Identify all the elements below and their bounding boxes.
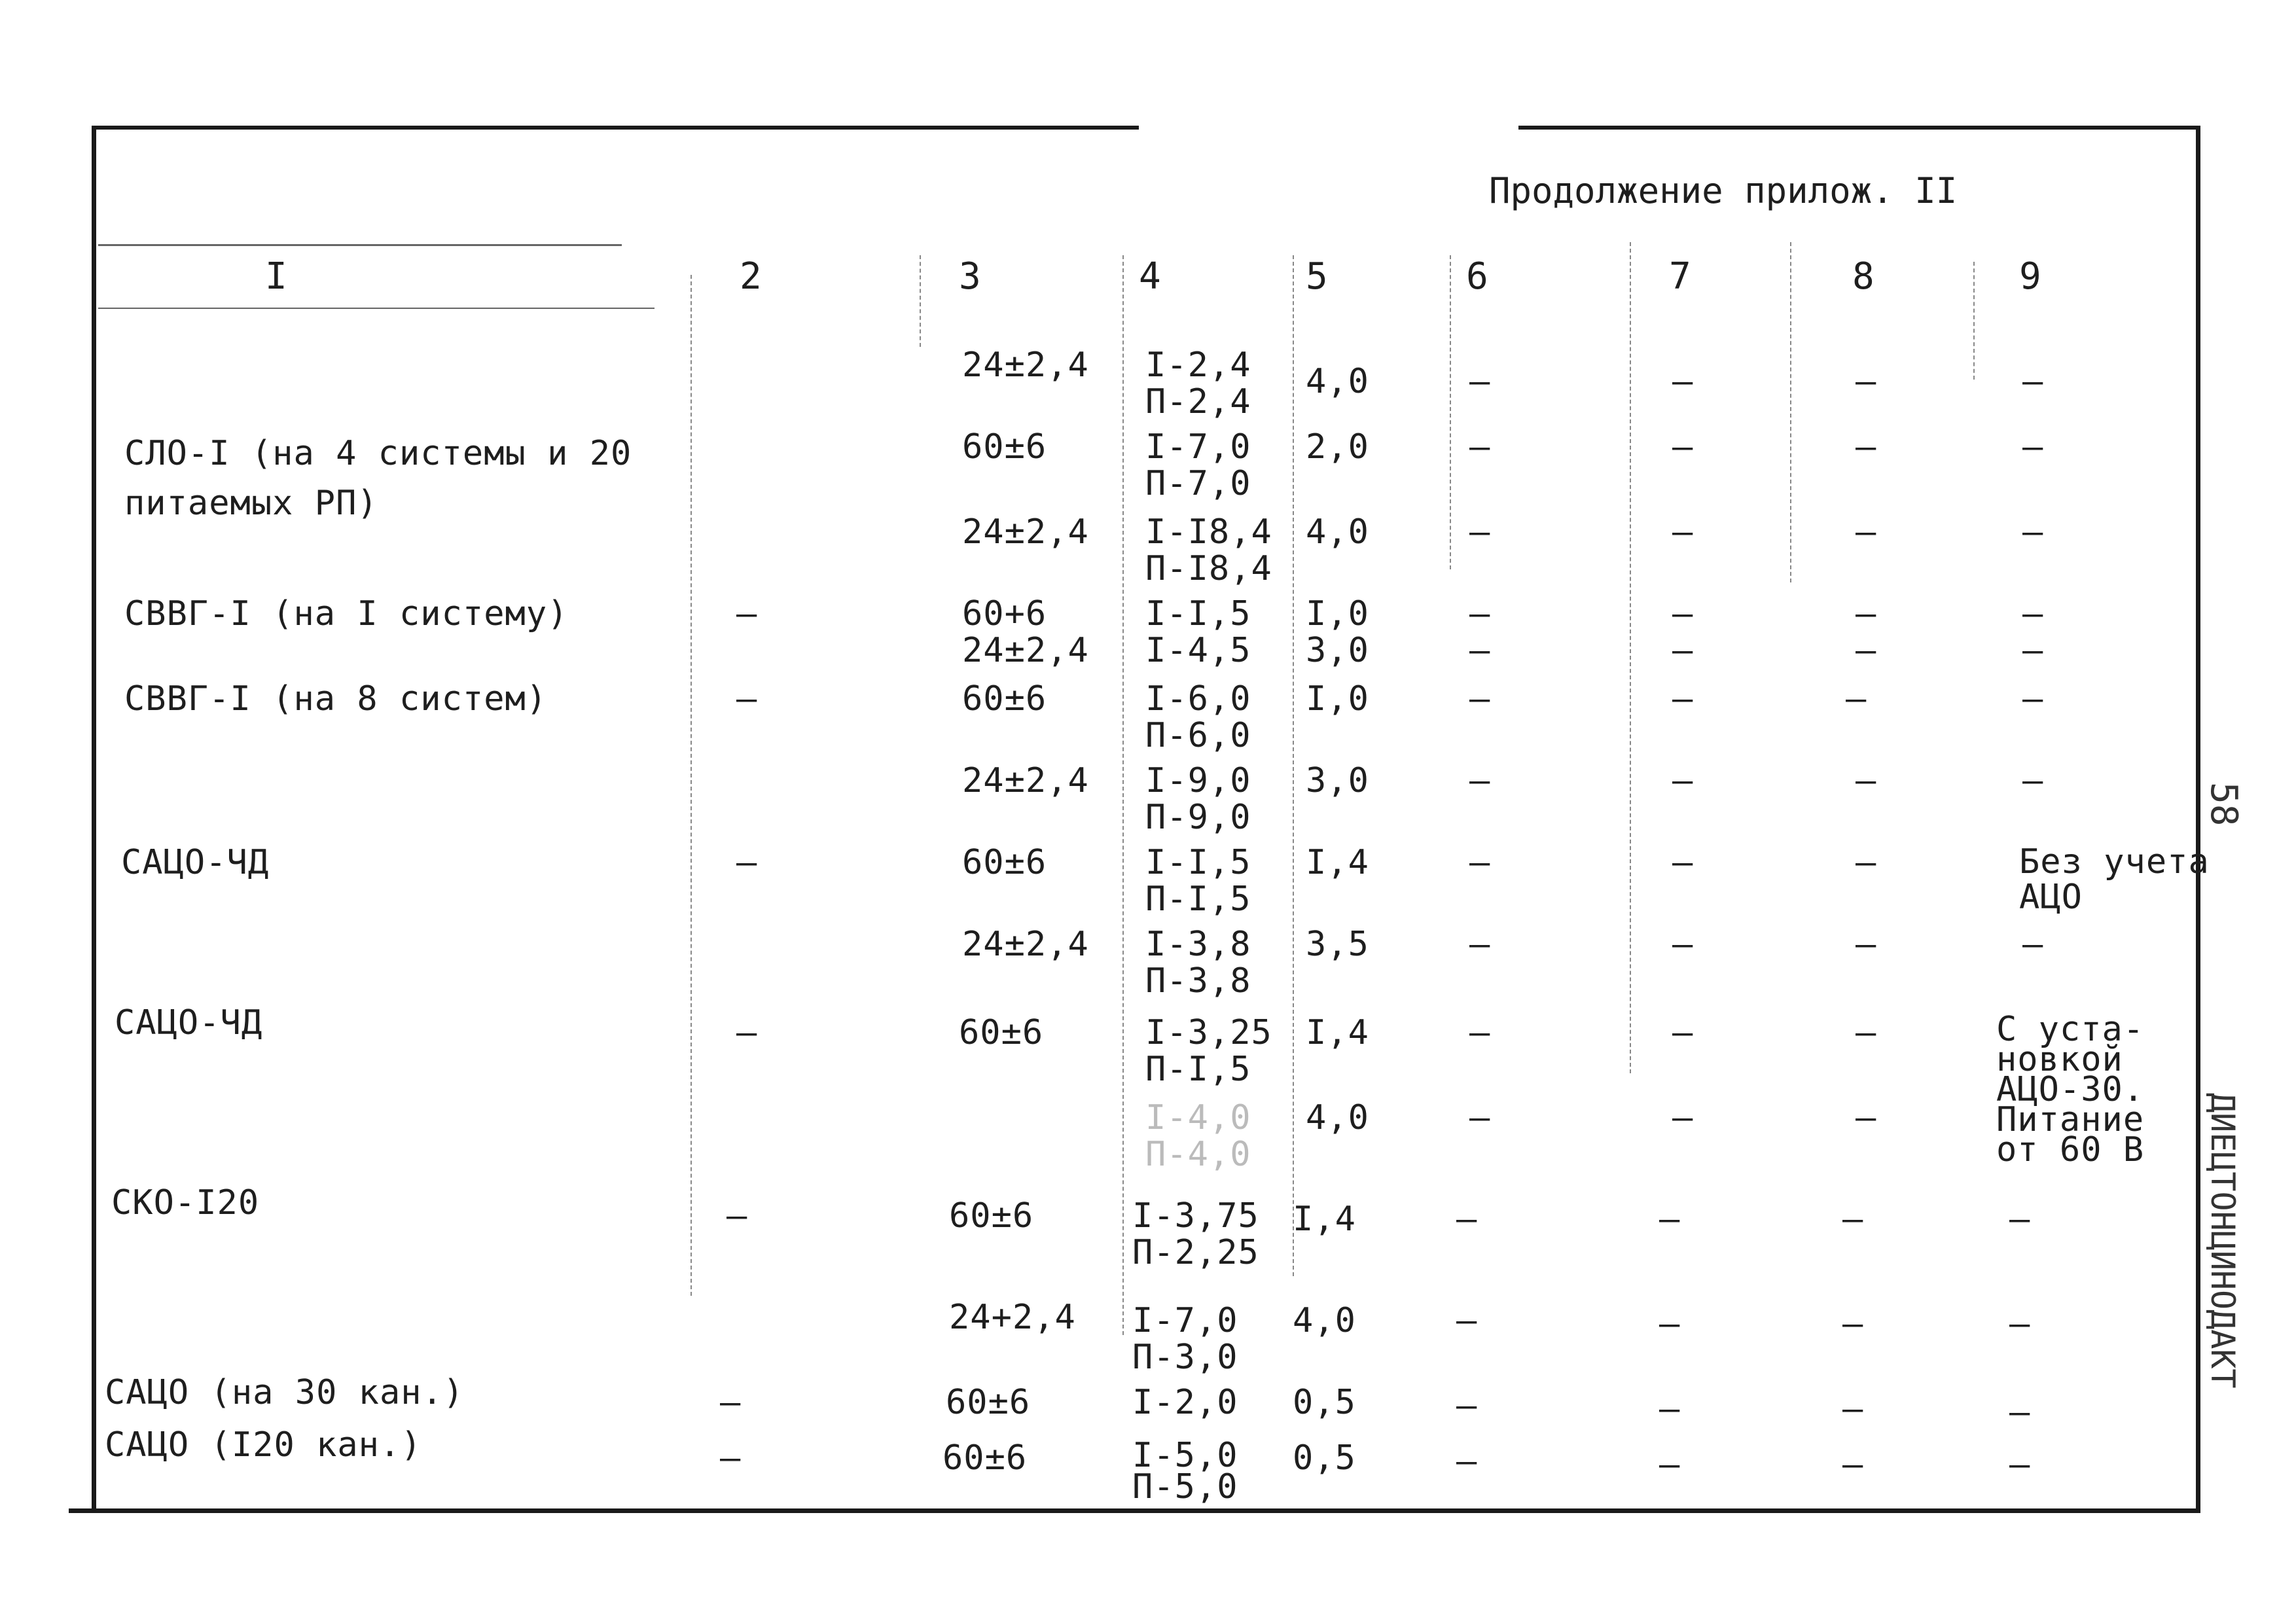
cell-r4-c1: СВВГ-I (на 8 систем) — [124, 679, 548, 719]
cell-r1-c3: 60±6 — [962, 427, 1047, 467]
col-header-4: 4 — [1139, 255, 1162, 298]
cell-r0-c7: – — [1672, 362, 1694, 401]
cell-r1-c1: СЛО-I (на 4 системы и 20 питаемых РП) — [124, 434, 632, 523]
cell-r2-c7: – — [1672, 512, 1694, 552]
cell-r1-c4: I-7,0 П-7,0 — [1145, 427, 1251, 503]
col-sep-4 — [1293, 255, 1294, 1276]
cell-r10-c9: – — [2009, 1200, 2031, 1239]
cell-r2-c3: 24±2,4 — [962, 512, 1089, 552]
cell-r2-c4: I-I8,4 П-I8,4 — [1145, 512, 1272, 588]
col-sep-5 — [1450, 255, 1451, 569]
cell-r9-c8: – — [1856, 1098, 1877, 1137]
cell-r1-c5: 2,0 — [1306, 427, 1369, 467]
cell-r8-c5: I,4 — [1306, 1013, 1369, 1052]
cell-r1-c9: – — [2022, 427, 2044, 467]
cell-r12-c9: – — [2009, 1393, 2031, 1432]
cell-r8-c4: I-3,25 П-I,5 — [1145, 1013, 1272, 1089]
frame-left — [92, 126, 96, 1513]
cell-r12-c3: 60±6 — [946, 1383, 1031, 1422]
cell-r5-c7: – — [1672, 761, 1694, 800]
col-header-5: 5 — [1306, 255, 1329, 298]
cell-r8-c6: – — [1469, 1013, 1491, 1052]
cell-r11-c4: I-7,0 П-3,0 — [1132, 1301, 1238, 1377]
cell-r12-c4: I-2,0 — [1132, 1383, 1238, 1422]
cell-r8-c7: – — [1672, 1013, 1694, 1052]
cell-r6-c8: – — [1856, 843, 1877, 882]
cell-r9-c5: 4,0 — [1306, 1098, 1369, 1137]
cell-r9-c7: – — [1672, 1098, 1694, 1137]
cell-r3-c2: – — [736, 594, 758, 633]
cell-r10-c5: I,4 — [1293, 1200, 1356, 1239]
cell-r2-c8: – — [1856, 512, 1877, 552]
cell-r13-c9: – — [2009, 1445, 2031, 1484]
frame-right — [2196, 126, 2200, 1513]
cell-r13-c5: 0,5 — [1293, 1438, 1356, 1478]
cell-r4-c6: – — [1469, 679, 1491, 719]
cell-r11-c7: – — [1659, 1304, 1681, 1344]
cell-r5-c9: – — [2022, 761, 2044, 800]
cell-r12-c8: – — [1842, 1389, 1864, 1429]
cell-r0-c9: – — [2022, 362, 2044, 401]
cell-r4-c5: I,0 — [1306, 679, 1369, 719]
cell-r3-c8: – – — [1856, 594, 1877, 670]
header-rule-bottom — [98, 308, 655, 309]
cell-r13-c1: САЦО (I20 кан.) — [105, 1425, 422, 1465]
cell-r6-c3: 60±6 — [962, 843, 1047, 882]
col-header-3: 3 — [959, 255, 982, 298]
cell-r3-c4: I-I,5 I-4,5 — [1145, 594, 1251, 670]
cell-r12-c7: – — [1659, 1389, 1681, 1429]
col-header-9: 9 — [2019, 255, 2042, 298]
col-sep-6 — [1630, 242, 1631, 1073]
cell-r13-c8: – — [1842, 1445, 1864, 1484]
col-header-8: 8 — [1852, 255, 1875, 298]
cell-r12-c2: – — [720, 1383, 742, 1422]
frame-top-left — [92, 126, 1139, 130]
cell-r0-c5: 4,0 — [1306, 362, 1369, 401]
side-stamp: ДИЕЦТОНЦИНОДАКТ — [2204, 1093, 2242, 1389]
cell-r11-c9: – — [2009, 1304, 2031, 1344]
cell-r8-c3: 60±6 — [959, 1013, 1044, 1052]
cell-r6-c2: – — [736, 843, 758, 882]
cell-r4-c2: – — [736, 679, 758, 719]
cell-r10-c7: – — [1659, 1200, 1681, 1239]
col-sep-1 — [691, 275, 692, 1296]
cell-r9-c4: I-4,0 П-4,0 — [1145, 1098, 1251, 1174]
cell-r7-c6: – — [1469, 925, 1491, 964]
cell-r7-c5: 3,5 — [1306, 925, 1369, 964]
cell-r8-c1: САЦО-ЧД — [115, 1003, 263, 1043]
cell-r2-c6: – — [1469, 512, 1491, 552]
cell-r6-c5: I,4 — [1306, 843, 1369, 882]
cell-r1-c7: – — [1672, 427, 1694, 467]
cell-r3-c5: I,0 3,0 — [1306, 594, 1369, 670]
cell-r11-c6: – — [1456, 1301, 1478, 1340]
frame-bottom — [69, 1508, 2200, 1513]
cell-r10-c1: СКО-I20 — [111, 1183, 260, 1222]
cell-r13-c6: – — [1456, 1442, 1478, 1481]
cell-r0-c8: – — [1856, 362, 1877, 401]
cell-r3-c6: – – — [1469, 594, 1491, 670]
cell-r12-c1: САЦО (на 30 кан.) — [105, 1373, 465, 1412]
cell-r3-c1: СВВГ-I (на I систему) — [124, 594, 569, 633]
cell-r13-c3: 60±6 — [942, 1438, 1028, 1478]
cell-r4-c9: – — [2022, 679, 2044, 719]
cell-r12-c5: 0,5 — [1293, 1383, 1356, 1422]
cell-r5-c8: – — [1856, 761, 1877, 800]
cell-r10-c3: 60±6 — [949, 1196, 1034, 1236]
cell-r6-c4: I-I,5 П-I,5 — [1145, 843, 1251, 919]
col-sep-7 — [1790, 242, 1791, 582]
col-sep-3 — [1122, 255, 1124, 1335]
cell-r11-c5: 4,0 — [1293, 1301, 1356, 1340]
cell-r8-c2: – — [736, 1013, 758, 1052]
cell-r7-c9: – — [2022, 925, 2044, 964]
cell-r1-c6: – — [1469, 427, 1491, 467]
cell-r10-c6: – — [1456, 1200, 1478, 1239]
col-header-6: 6 — [1466, 255, 1489, 298]
cell-r2-c5: 4,0 — [1306, 512, 1369, 552]
cell-r5-c3: 24±2,4 — [962, 761, 1089, 800]
cell-r5-c5: 3,0 — [1306, 761, 1369, 800]
cell-r7-c4: I-3,8 П-3,8 — [1145, 925, 1251, 1001]
cell-r8-c8: – — [1856, 1013, 1877, 1052]
col-header-7: 7 — [1669, 255, 1692, 298]
cell-r4-c8: – — [1846, 679, 1867, 719]
header-rule-top — [98, 244, 622, 246]
cell-r6-c7: – — [1672, 843, 1694, 882]
cell-r3-c3: 60+6 24±2,4 — [962, 594, 1089, 670]
page-number: 58 — [2202, 782, 2245, 827]
col-sep-8 — [1973, 262, 1975, 380]
continuation-note: Продолжение прилож. II — [1489, 170, 1958, 211]
cell-r4-c3: 60±6 — [962, 679, 1047, 719]
cell-r7-c3: 24±2,4 — [962, 925, 1089, 964]
cell-r2-c9: – — [2022, 512, 2044, 552]
cell-r3-c7: – – — [1672, 594, 1694, 670]
cell-r9-c6: – — [1469, 1098, 1491, 1137]
cell-r0-c3: 24±2,4 — [962, 346, 1089, 385]
cell-r13-c7: – — [1659, 1445, 1681, 1484]
col-header-1: I — [265, 255, 288, 298]
cell-r5-c4: I-9,0 П-9,0 — [1145, 761, 1251, 837]
cell-r3-c9: – – — [2022, 594, 2044, 670]
cell-r1-c8: – — [1856, 427, 1877, 467]
cell-r11-c8: – — [1842, 1304, 1864, 1344]
frame-top-right — [1518, 126, 2199, 130]
cell-r10-c2: – — [726, 1196, 748, 1236]
cell-r7-c7: – — [1672, 925, 1694, 964]
cell-r10-c4: I-3,75 П-2,25 — [1132, 1196, 1259, 1272]
cell-r11-c3: 24+2,4 — [949, 1298, 1076, 1337]
cell-r6-c9: Без учета АЦО — [2019, 842, 2210, 917]
cell-r6-c1: САЦО-ЧД — [121, 843, 270, 882]
col-sep-2 — [920, 255, 921, 347]
cell-r13-c4: I-5,0 П-5,0 — [1132, 1436, 1238, 1507]
cell-r12-c6: – — [1456, 1386, 1478, 1425]
cell-r7-c8: – — [1856, 925, 1877, 964]
cell-r6-c6: – — [1469, 843, 1491, 882]
cell-r4-c4: I-6,0 П-6,0 — [1145, 679, 1251, 755]
cell-r4-c7: – — [1672, 679, 1694, 719]
cell-r5-c6: – — [1469, 761, 1491, 800]
cell-r10-c8: – — [1842, 1200, 1864, 1239]
cell-r13-c2: – — [720, 1438, 742, 1478]
cell-r0-c4: I-2,4 П-2,4 — [1145, 346, 1251, 421]
cell-r8-c9: С уста- новкой АЦО-30. Питание от 60 В — [1996, 1010, 2145, 1169]
cell-r0-c6: – — [1469, 362, 1491, 401]
col-header-2: 2 — [740, 255, 762, 298]
